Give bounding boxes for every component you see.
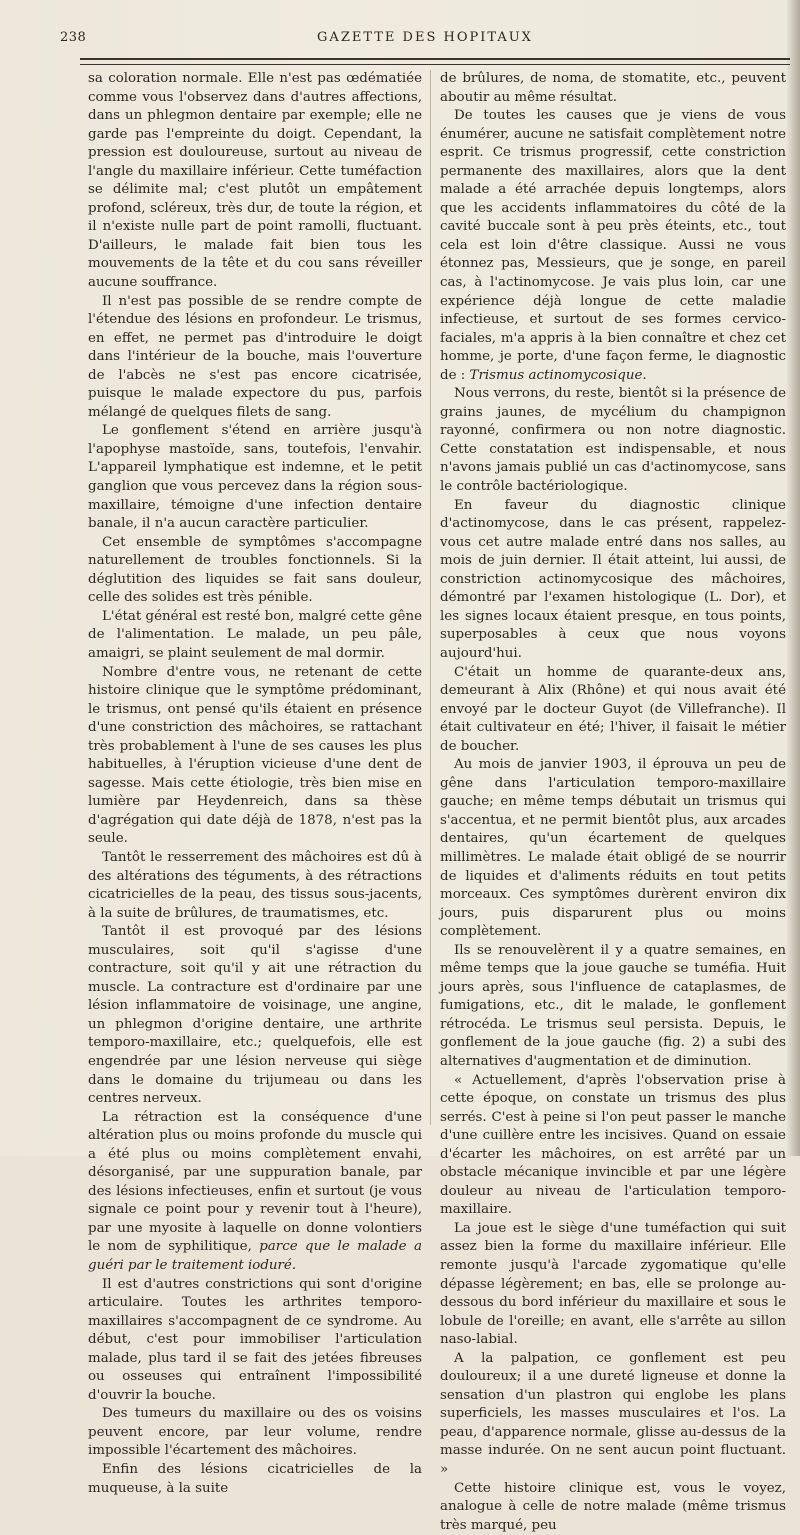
paragraph: Le gonflement s'étend en arrière jusqu'à l'apophyse mastoïde, sans, toutefois, l'envahir. L'appareil lymphatique est indemne, et le petit ganglion que vous percevez dans la région sous-maxillaire, témoigne d'une infection dentaire banale, il n'a aucun caractère particulier. (88, 423, 422, 532)
paragraph: La joue est le siège d'une tuméfaction qui suit assez bien la forme du maxillaire inférieur. Elle remonte jusqu'à l'arcade zygomatique qu'elle dépasse légèrement; en bas, elle se prolonge au-dessous du bord inférieur du maxillaire et sous le lobule de l'oreille; en avant, elle s'arrête au sillon naso-labial. (440, 1220, 786, 1348)
paragraph-text: La rétraction est la conséquence d'une altération plus ou moins profonde du muscle qui a été plus ou moins complètement envahi, désorganisé, par une suppuration banale, par des lésions infectieuses, enfin et surtout (je vous signale ce point pour y revenir tout à l'heure), par une myosite à laquelle on donne volontiers le nom de syphilitique, (88, 1109, 422, 1255)
left-column (88, 70, 422, 1498)
paragraph: Enfin des lésions cicatricielles de la muqueuse, à la suite (88, 1462, 422, 1496)
paragraph: Nombre d'entre vous, ne retenant de cette histoire clinique que le symptôme prédominant, le trismus, ont pensé qu'ils étaient en présence d'une constriction des mâchoires, se rattachant très probablement à l'une de ses causes les plus habituelles, à l'éruption vicieuse d'une dent de sagesse. Mais cette étiologie, très bien mise en lumière par Heydenreich, dans sa thèse d'agrégation qui date déjà de 1878, n'est pas la seule. (88, 664, 422, 847)
paragraph: « Actuellement, d'après l'observation prise à cette époque, on constate un trismus des plus serrés. C'est à peine si l'on peut passer le manche d'une cuillère entre les incisives. Quand on essaie d'écarter les mâchoires, on est arrêté par un obstacle mécanique invincible et par une légère douleur au niveau de l'articulation temporo-maxillaire. (440, 1072, 786, 1218)
page-header (60, 30, 790, 52)
header-rule-thin (80, 64, 790, 65)
paragraph: L'état général est resté bon, malgré cette gêne de l'alimentation. Le malade, un peu pâle, amaigri, se plaint seulement de mal dormir. (88, 608, 422, 661)
paragraph: Tantôt le resserrement des mâchoires est dû à des altérations des téguments, à des rétractions cicatricielles de la peau, des tissus sous-jacents, à la suite de brûlures, de traumatismes, etc. (88, 849, 422, 921)
paragraph: Tantôt il est provoqué par des lésions musculaires, soit qu'il s'agisse d'une contracture, soit qu'il y ait une rétraction du muscle. La contracture est d'ordinaire par une lésion inflammatoire de voisinage, une angine, un phlegmon d'origine dentaire, une arthrite temporo-maxillaire, etc.; quelquefois, elle est engendrée par une lésion nerveuse qui siège dans le domaine du trijumeau ou dans les centres nerveux. (88, 924, 422, 1107)
paragraph: Il est d'autres constrictions qui sont d'origine articulaire. Toutes les arthrites temporo-maxillaires s'accompagnent de ce syndrome. Au début, c'est pour immobiliser l'articulation malade, plus tard il se fait des jetées fibreuses ou osseuses qui entraînent l'impossibilité d'ouvrir la bouche. (88, 1276, 422, 1403)
paragraph: Des tumeurs du maxillaire ou des os voisins peuvent encore, par leur volume, rendre impossible l'écartement des mâchoires. (88, 1406, 422, 1459)
paragraph-text: De toutes les causes que je viens de vous énumérer, aucune ne satisfait complètement notre esprit. Ce trismus progressif, cette constriction permanente des maxillaires, alors que la dent malade a été arrachée depuis longtemps, alors que les accidents inflammatoires du côté de la cavité buccale sont à peu près éteints, etc., tout cela est loin d'être classique. Aussi ne vous étonnez pas, Messieurs, que je songe, en pareil cas, à l'actinomycose. Je vais plus loin, car une expérience déjà longue de cette maladie infectieuse, et surtout de ses formes cervico-faciales, m'a appris à la bien connaître et chez cet homme, je porte, d'une façon ferme, le diagnostic de : (440, 108, 786, 383)
right-column (440, 70, 786, 1535)
italic-phrase: parce que le malade a guéri par le traitement ioduré. (88, 1239, 422, 1273)
header-rule (80, 58, 790, 60)
journal-title: GAZETTE DES HOPITAUX (317, 30, 533, 45)
paragraph: Au mois de janvier 1903, il éprouva un peu de gêne dans l'articulation temporo-maxillaire gauche; en même temps débutait un trismus qui s'accentua, et ne permit bientôt plus, aux arcades dentaires, qu'un écartement de quelques millimètres. Le malade était obligé de se nourrir de liquides et d'aliments réduits en tout petits morceaux. Ces symptômes durèrent environ dix jours, puis disparurent plus ou moins complètement. (440, 757, 786, 940)
paragraph: En faveur du diagnostic clinique d'actinomycose, dans le cas présent, rappelez-vous cet autre malade entré dans nos salles, au mois de juin dernier. Il était atteint, lui aussi, de constriction actinomycosique des mâchoires, démontré par l'examen histologique (L. Dor), et les signes locaux étaient presque, en tous points, superposables à ceux que nous voyons aujourd'hui. (440, 497, 786, 661)
paragraph (88, 1109, 422, 1276)
paragraph: de brûlures, de noma, de stomatite, etc., peuvent aboutir au même résultat. (440, 71, 786, 105)
paragraph: Cette histoire clinique est, vous le voyez, analogue à celle de notre malade (même trismus très marqué, peu (440, 1480, 786, 1533)
paragraph (440, 107, 786, 385)
paragraph: A la palpation, ce gonflement est peu douloureux; il a une dureté ligneuse et donne la sensation d'un plastron qui englobe les plans superficiels, les masses musculaires et l'os. La peau, d'apparence normale, glisse au-dessus de la masse indurée. On ne sent aucun point fluctuant. » (440, 1350, 786, 1478)
paragraph: sa coloration normale. Elle n'est pas œdématiée comme vous l'observez dans d'autres affections, dans un phlegmon dentaire par exemple; elle ne garde pas l'empreinte du doigt. Cependant, la pression est douloureuse, surtout au niveau de l'angle du maxillaire inférieur. Cette tuméfaction se délimite mal; c'est plutôt un empâtement profond, scléreux, très dur, de toute la région, et il n'existe nulle part de point ramolli, fluctuant. D'ailleurs, le malade fait bien tous les mouvements de la tête et du cou sans réveiller aucune souffrance. (88, 71, 422, 291)
paragraph: Ils se renouvelèrent il y a quatre semaines, en même temps que la joue gauche se tuméfia. Huit jours après, sous l'influence de cataplasmes, de fumigations, etc., dit le malade, le gonflement rétrocéda. Le trismus seul persista. Depuis, le gonflement de la joue gauche (fig. 2) a subi des alternatives d'augmentation et de diminution. (440, 942, 786, 1069)
paragraph: Il n'est pas possible de se rendre compte de l'étendue des lésions en profondeur. Le trismus, en effet, ne permet pas d'introduire le doigt dans l'intérieur de la bouche, mais l'ouverture de l'abcès ne s'est pas encore cicatrisée, puisque le malade expectore du pus, parfois mélangé de quelques filets de sang. (88, 293, 422, 420)
diagnosis-italic: Trismus actinomycosique. (469, 367, 647, 383)
paragraph: C'était un homme de quarante-deux ans, demeurant à Alix (Rhône) et qui nous avait été envoyé par le docteur Guyot (de Villefranche). Il était cultivateur en été; l'hiver, il faisait le métier de boucher. (440, 664, 786, 754)
paragraph: Nous verrons, du reste, bientôt si la présence de grains jaunes, de mycélium du champignon rayonné, confirmera ou non notre diagnostic. Cette constatation est indispensable, et nous n'avons jamais publié un cas d'actinomycose, sans le contrôle bactériologique. (440, 386, 786, 495)
paragraph: Cet ensemble de symptômes s'accompagne naturellement de troubles fonctionnels. Si la déglutition des liquides se fait sans douleur, celle des solides est très pénible. (88, 534, 422, 606)
page-number: 238 (60, 30, 87, 45)
page-edge-shadow (786, 0, 800, 1156)
column-separator (430, 70, 431, 1125)
